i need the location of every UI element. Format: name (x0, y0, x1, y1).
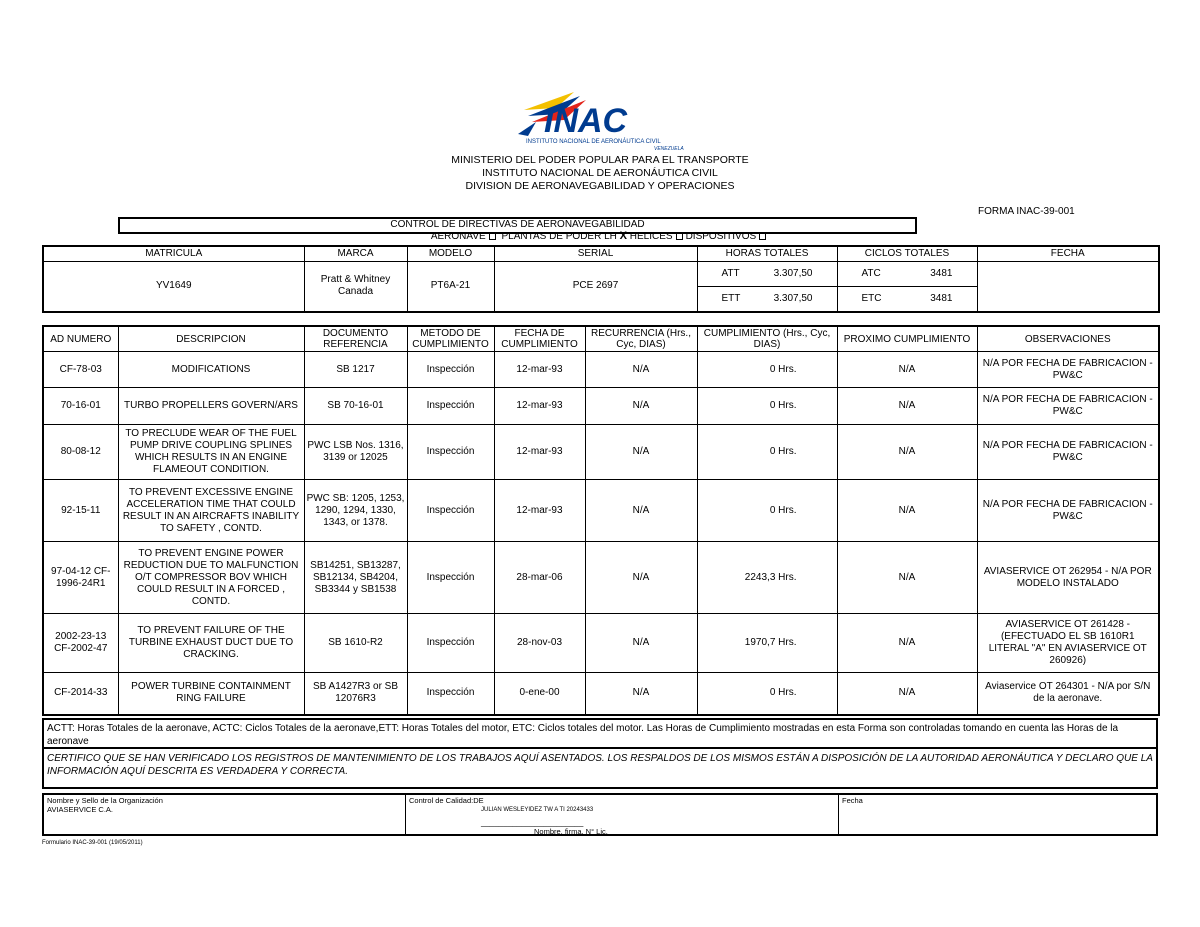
cumplimiento: 0 Hrs. (697, 425, 837, 480)
ministry-header (0, 154, 1200, 193)
serial-value: PCE 2697 (494, 262, 697, 312)
header-ad-numero: AD NUMERO (43, 326, 118, 352)
form-footer: Formulario INAC-39-001 (19/05/2011) (42, 840, 143, 846)
observaciones: N/A POR FECHA DE FABRICACION - PW&C (977, 480, 1159, 542)
metodo: Inspección (407, 480, 494, 542)
atc-cell (837, 262, 977, 287)
header-recurrencia: RECURRENCIA (Hrs., Cyc, DIAS) (585, 326, 697, 352)
tipo-aeronave: AERONAVE (430, 231, 486, 242)
descripcion: MODIFICATIONS (118, 352, 304, 388)
descripcion: TO PREVENT EXCESSIVE ENGINE ACCELERATION TIME THAT COULD RESULT IN AN AIRCRAFTS INABILITY TO SAFETY , CONTD. (118, 480, 304, 542)
aircraft-info-table (42, 245, 1160, 313)
header-cumplimiento: CUMPLIMIENTO (Hrs., Cyc, DIAS) (697, 326, 837, 352)
recurrencia: N/A (585, 352, 697, 388)
modelo-value: PT6A-21 (407, 262, 494, 312)
tipo-dispositivos: DISPOSITIVOS (685, 231, 757, 242)
qc-cert: JULIAN WESLEYIDEZ TW A TI 20243433 (481, 807, 594, 813)
ett-label: ETT (721, 292, 741, 304)
ett-cell (697, 287, 837, 312)
ad-table (42, 325, 1160, 716)
fecha: 28-nov-03 (494, 614, 585, 673)
qc-name-label: Nombre, firma, N° Lic. (534, 827, 608, 836)
descripcion: TO PREVENT FAILURE OF THE TURBINE EXHAUST DUCT DUE TO CRACKING. (118, 614, 304, 673)
atc-value: 3481 (930, 268, 953, 279)
metodo: Inspección (407, 673, 494, 715)
etc-value: 3481 (930, 292, 953, 304)
checkbox-helices (676, 233, 683, 240)
proximo: N/A (837, 542, 977, 614)
recurrencia: N/A (585, 614, 697, 673)
cumplimiento: 0 Hrs. (697, 352, 837, 388)
table-row (43, 542, 1159, 614)
org-name: AVIASERVICE C.A. (47, 805, 113, 814)
cumplimiento: 2243,3 Hrs. (697, 542, 837, 614)
observaciones: Aviaservice OT 264301 - N/A por S/N de la aeronave. (977, 673, 1159, 715)
division-line: DIVISION DE AERONAVEGABILIDAD Y OPERACIONES (465, 180, 735, 192)
cumplimiento: 0 Hrs. (697, 673, 837, 715)
control-title: CONTROL DE DIRECTIVAS DE AERONAVEGABILIDAD (118, 217, 917, 234)
checkbox-aeronave (489, 233, 496, 240)
table-row (43, 425, 1159, 480)
recurrencia: N/A (585, 542, 697, 614)
etc-label: ETC (861, 292, 882, 304)
svg-text:INSTITUTO NACIONAL DE AERONÁUT: INSTITUTO NACIONAL DE AERONÁUTICA CIVIL (526, 139, 661, 145)
svg-text:INAC: INAC (544, 102, 628, 140)
descripcion: POWER TURBINE CONTAINMENT RING FAILURE (118, 673, 304, 715)
table-row (43, 673, 1159, 715)
descripcion: TURBO PROPELLERS GOVERN/ARS (118, 388, 304, 425)
ad-numero: CF-78-03 (43, 352, 118, 388)
header-matricula: MATRICULA (43, 246, 304, 262)
observaciones: N/A POR FECHA DE FABRICACION - PW&C (977, 388, 1159, 425)
observaciones: N/A POR FECHA DE FABRICACION - PW&C (977, 425, 1159, 480)
ad-numero: 80-08-12 (43, 425, 118, 480)
header-serial: SERIAL (494, 246, 697, 262)
descripcion: TO PREVENT ENGINE POWER REDUCTION DUE TO MALFUNCTION O/T COMPRESSOR BOV WHICH COULD RESULT IN A FORCED , CONTD. (118, 542, 304, 614)
metodo: Inspección (407, 425, 494, 480)
proximo: N/A (837, 673, 977, 715)
fecha: 12-mar-93 (494, 480, 585, 542)
checkbox-dispositivos (759, 233, 766, 240)
org-label: Nombre y Sello de la Organización (47, 796, 163, 805)
date-cell (839, 795, 1156, 834)
documento: SB14251, SB13287, SB12134, SB4204, SB3344 y SB1538 (304, 542, 407, 614)
quality-control-cell (406, 795, 839, 834)
cumplimiento: 0 Hrs. (697, 480, 837, 542)
ad-numero: 92-15-11 (43, 480, 118, 542)
proximo: N/A (837, 480, 977, 542)
recurrencia: N/A (585, 480, 697, 542)
matricula-value: YV1649 (43, 262, 304, 312)
proximo: N/A (837, 614, 977, 673)
signature-line: _______________________ (481, 818, 584, 827)
header-ciclos: CICLOS TOTALES (837, 246, 977, 262)
table-row (43, 388, 1159, 425)
etc-cell (837, 287, 977, 312)
metodo: Inspección (407, 542, 494, 614)
ministry-line: MINISTERIO DEL PODER POPULAR PARA EL TRANSPORTE (451, 154, 749, 166)
documento: SB A1427R3 or SB 12076R3 (304, 673, 407, 715)
table-row (43, 614, 1159, 673)
att-cell (697, 262, 837, 287)
documento: SB 1217 (304, 352, 407, 388)
ad-numero: 70-16-01 (43, 388, 118, 425)
documento: PWC SB: 1205, 1253, 1290, 1294, 1330, 1343, or 1378. (304, 480, 407, 542)
qc-label: Control de Calidad:DE (409, 796, 484, 805)
form-code: FORMA INAC-39-001 (978, 206, 1075, 217)
fecha: 12-mar-93 (494, 425, 585, 480)
fecha-value (977, 262, 1159, 312)
fecha: 28-mar-06 (494, 542, 585, 614)
observaciones: AVIASERVICE OT 262954 - N/A POR MODELO INSTALADO (977, 542, 1159, 614)
inac-logo (514, 88, 690, 152)
marca-value: Pratt & Whitney Canada (304, 262, 407, 312)
header-horas: HORAS TOTALES (697, 246, 837, 262)
tipo-mark: X (619, 230, 627, 242)
cumplimiento: 0 Hrs. (697, 388, 837, 425)
ad-numero: 2002-23-13 CF-2002-47 (43, 614, 118, 673)
table-row (43, 352, 1159, 388)
institute-line: INSTITUTO NACIONAL DE AERONÁUTICA CIVIL (482, 167, 718, 179)
header-fecha: FECHA (977, 246, 1159, 262)
metodo: Inspección (407, 388, 494, 425)
recurrencia: N/A (585, 673, 697, 715)
documento: SB 1610-R2 (304, 614, 407, 673)
fecha: 0-ene-00 (494, 673, 585, 715)
notes-box (42, 718, 1158, 789)
tipo-plantas: PLANTAS DE PODER LH (501, 231, 617, 242)
header-marca: MARCA (304, 246, 407, 262)
observaciones: N/A POR FECHA DE FABRICACION - PW&C (977, 352, 1159, 388)
header-modelo: MODELO (407, 246, 494, 262)
header-documento: DOCUMENTO REFERENCIA (304, 326, 407, 352)
table-row (43, 480, 1159, 542)
cumplimiento: 1970,7 Hrs. (697, 614, 837, 673)
recurrencia: N/A (585, 425, 697, 480)
metodo: Inspección (407, 614, 494, 673)
component-type-line (0, 231, 1200, 242)
fecha: 12-mar-93 (494, 352, 585, 388)
certification-note: CERTIFICO QUE SE HAN VERIFICADO LOS REGISTROS DE MANTENIMIENTO DE LOS TRABAJOS AQUÍ ASENTADOS. LOS RESPALDOS DE LOS MISMOS ESTÁN A DISPOSICIÓN DE LA AUTORIDAD AERONÁUTICA Y DECLARO QUE LA INFORMACIÓN AQUÍ DESCRITA ES VERDADERA Y CORRECTA. (47, 753, 1153, 777)
att-value: 3.307,50 (773, 268, 813, 279)
ad-numero: 97-04-12 CF-1996-24R1 (43, 542, 118, 614)
signature-block (42, 793, 1158, 836)
header-descripcion: DESCRIPCION (118, 326, 304, 352)
fecha-label: Fecha (842, 796, 863, 805)
att-label: ATT (721, 268, 740, 279)
proximo: N/A (837, 388, 977, 425)
svg-text:VENEZUELA: VENEZUELA (654, 146, 684, 152)
observaciones: AVIASERVICE OT 261428 - (EFECTUADO EL SB 1610R1 LITERAL "A" EN AVIASERVICE OT 260926) (977, 614, 1159, 673)
ad-numero: CF-2014-33 (43, 673, 118, 715)
proximo: N/A (837, 352, 977, 388)
fecha: 12-mar-93 (494, 388, 585, 425)
ett-value: 3.307,50 (773, 292, 813, 304)
proximo: N/A (837, 425, 977, 480)
header-fecha-cumplimiento: FECHA DE CUMPLIMIENTO (494, 326, 585, 352)
descripcion: TO PRECLUDE WEAR OF THE FUEL PUMP DRIVE COUPLING SPLINES WHICH RESULTS IN AN ENGINE FLAMEOUT CONDITION. (118, 425, 304, 480)
documento: SB 70-16-01 (304, 388, 407, 425)
atc-label: ATC (861, 268, 881, 279)
header-observaciones: OBSERVACIONES (977, 326, 1159, 352)
header-proximo: PROXIMO CUMPLIMIENTO (837, 326, 977, 352)
header-metodo: METODO DE CUMPLIMIENTO (407, 326, 494, 352)
recurrencia: N/A (585, 388, 697, 425)
legend-note: ACTT: Horas Totales de la aeronave, ACTC: Ciclos Totales de la aeronave,ETT: Horas Totales del motor, ETC: Ciclos totales del motor. Las Horas de Cumplimiento mostradas en esta Forma son controladas tomando en cuenta las Horas de la aeronave (44, 720, 1156, 749)
documento: PWC LSB Nos. 1316, 3139 or 12025 (304, 425, 407, 480)
organization-cell (44, 795, 406, 834)
tipo-helices: HELICES (629, 231, 673, 242)
metodo: Inspección (407, 352, 494, 388)
